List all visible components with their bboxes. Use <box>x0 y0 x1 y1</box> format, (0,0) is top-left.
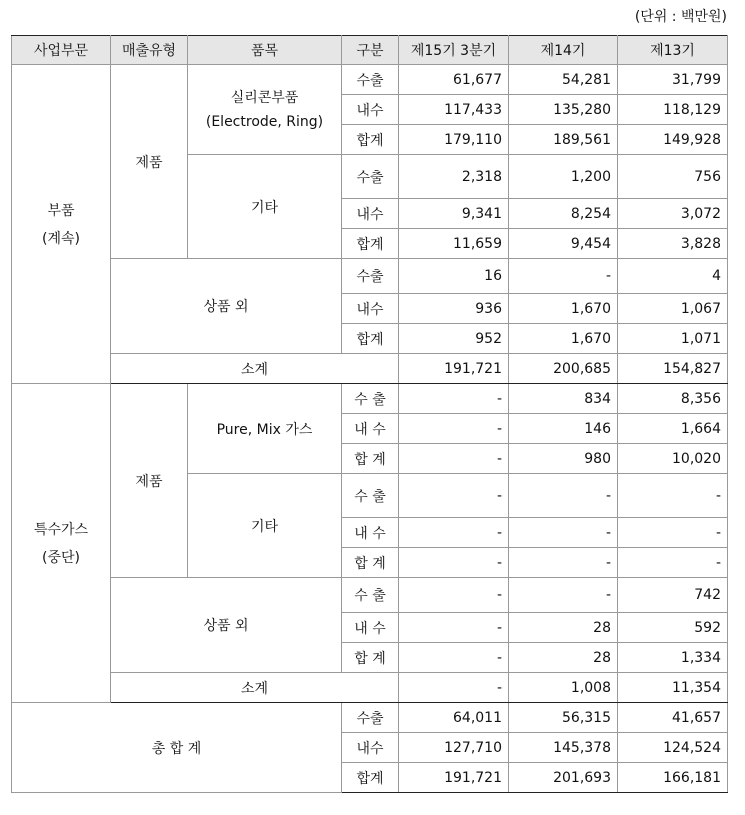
value-cell: 8,356 <box>618 384 728 414</box>
value-cell: 28 <box>509 613 618 643</box>
value-cell: 16 <box>399 259 509 294</box>
value-cell: 2,318 <box>399 155 509 199</box>
kind-cell: 수출 <box>342 703 399 733</box>
value-cell: 61,677 <box>399 65 509 95</box>
value-cell: 3,828 <box>618 229 728 259</box>
kind-cell: 내수 <box>342 294 399 324</box>
value-cell: 28 <box>509 643 618 673</box>
table-row <box>12 578 728 613</box>
value-cell: 1,670 <box>509 324 618 354</box>
value-cell: 11,659 <box>399 229 509 259</box>
kind-cell: 수 출 <box>342 474 399 518</box>
value-cell: 154,827 <box>618 354 728 384</box>
value-cell: - <box>509 259 618 294</box>
kind-cell: 합 계 <box>342 548 399 578</box>
value-cell: 10,020 <box>618 444 728 474</box>
value-cell: 179,110 <box>399 125 509 155</box>
subtotal-label: 소계 <box>111 673 399 703</box>
table-row <box>12 384 728 414</box>
subtotal-row <box>12 673 728 703</box>
header-category: 구분 <box>342 36 399 65</box>
value-cell: 54,281 <box>509 65 618 95</box>
table-row <box>12 259 728 294</box>
kind-cell: 합계 <box>342 763 399 793</box>
value-cell: - <box>399 384 509 414</box>
value-cell: - <box>509 578 618 613</box>
value-cell: 11,354 <box>618 673 728 703</box>
value-cell: 146 <box>509 414 618 444</box>
header-division: 사업부문 <box>12 36 111 65</box>
value-cell: 9,341 <box>399 199 509 229</box>
header-period-14: 제14기 <box>509 36 618 65</box>
value-cell: 952 <box>399 324 509 354</box>
value-cell: - <box>399 414 509 444</box>
value-cell: 4 <box>618 259 728 294</box>
goods-cell: 상품 외 <box>111 578 342 673</box>
value-cell: 1,334 <box>618 643 728 673</box>
item-cell: 기타 <box>188 155 342 259</box>
table-row <box>12 65 728 95</box>
value-cell: 1,670 <box>509 294 618 324</box>
kind-cell: 수 출 <box>342 578 399 613</box>
division-cell: 부품 (계속) <box>12 65 111 384</box>
kind-cell: 수출 <box>342 65 399 95</box>
value-cell: 149,928 <box>618 125 728 155</box>
subtotal-label: 소계 <box>111 354 399 384</box>
value-cell: 127,710 <box>399 733 509 763</box>
value-cell: - <box>618 548 728 578</box>
kind-cell: 내 수 <box>342 613 399 643</box>
header-period-15q3: 제15기 3분기 <box>399 36 509 65</box>
value-cell: 1,200 <box>509 155 618 199</box>
value-cell: - <box>509 518 618 548</box>
kind-cell: 합계 <box>342 324 399 354</box>
header-period-13: 제13기 <box>618 36 728 65</box>
division-cell: 특수가스 (중단) <box>12 384 111 703</box>
value-cell: 1,067 <box>618 294 728 324</box>
value-cell: - <box>399 444 509 474</box>
kind-cell: 합 계 <box>342 444 399 474</box>
product-type-cell: 제품 <box>111 384 188 578</box>
value-cell: - <box>399 474 509 518</box>
header-item: 품목 <box>188 36 342 65</box>
header-row <box>12 36 728 65</box>
value-cell: 834 <box>509 384 618 414</box>
value-cell: 145,378 <box>509 733 618 763</box>
table-row <box>12 703 728 733</box>
value-cell: 1,008 <box>509 673 618 703</box>
value-cell: 200,685 <box>509 354 618 384</box>
kind-cell: 합계 <box>342 229 399 259</box>
value-cell: 8,254 <box>509 199 618 229</box>
sales-table <box>11 35 728 793</box>
value-cell: 9,454 <box>509 229 618 259</box>
value-cell: - <box>399 578 509 613</box>
kind-cell: 합계 <box>342 125 399 155</box>
value-cell: - <box>399 518 509 548</box>
value-cell: 117,433 <box>399 95 509 125</box>
kind-cell: 내 수 <box>342 518 399 548</box>
value-cell: - <box>399 673 509 703</box>
value-cell: 756 <box>618 155 728 199</box>
value-cell: - <box>399 548 509 578</box>
value-cell: 31,799 <box>618 65 728 95</box>
value-cell: 191,721 <box>399 763 509 793</box>
header-sales-type: 매출유형 <box>111 36 188 65</box>
value-cell: 124,524 <box>618 733 728 763</box>
value-cell: 201,693 <box>509 763 618 793</box>
kind-cell: 내수 <box>342 733 399 763</box>
value-cell: 189,561 <box>509 125 618 155</box>
value-cell: - <box>509 474 618 518</box>
value-cell: 592 <box>618 613 728 643</box>
kind-cell: 내 수 <box>342 414 399 444</box>
goods-cell: 상품 외 <box>111 259 342 354</box>
kind-cell: 수출 <box>342 259 399 294</box>
kind-cell: 합 계 <box>342 643 399 673</box>
value-cell: 936 <box>399 294 509 324</box>
value-cell: 3,072 <box>618 199 728 229</box>
grand-total-label: 총 합 계 <box>12 703 342 793</box>
value-cell: 41,657 <box>618 703 728 733</box>
kind-cell: 내수 <box>342 199 399 229</box>
value-cell: - <box>399 643 509 673</box>
kind-cell: 내수 <box>342 95 399 125</box>
value-cell: 56,315 <box>509 703 618 733</box>
value-cell: 1,664 <box>618 414 728 444</box>
subtotal-row <box>12 354 728 384</box>
value-cell: 64,011 <box>399 703 509 733</box>
value-cell: - <box>509 548 618 578</box>
kind-cell: 수출 <box>342 155 399 199</box>
item-cell: Pure, Mix 가스 <box>188 384 342 474</box>
value-cell: 191,721 <box>399 354 509 384</box>
value-cell: 1,071 <box>618 324 728 354</box>
value-cell: 135,280 <box>509 95 618 125</box>
value-cell: 980 <box>509 444 618 474</box>
value-cell: 742 <box>618 578 728 613</box>
value-cell: - <box>618 518 728 548</box>
product-type-cell: 제품 <box>111 65 188 259</box>
item-cell: 기타 <box>188 474 342 578</box>
kind-cell: 수 출 <box>342 384 399 414</box>
item-cell: 실리콘부품 (Electrode, Ring) <box>188 65 342 155</box>
value-cell: - <box>399 613 509 643</box>
unit-note: (단위 : 백만원) <box>634 9 727 25</box>
value-cell: 118,129 <box>618 95 728 125</box>
value-cell: 166,181 <box>618 763 728 793</box>
value-cell: - <box>618 474 728 518</box>
